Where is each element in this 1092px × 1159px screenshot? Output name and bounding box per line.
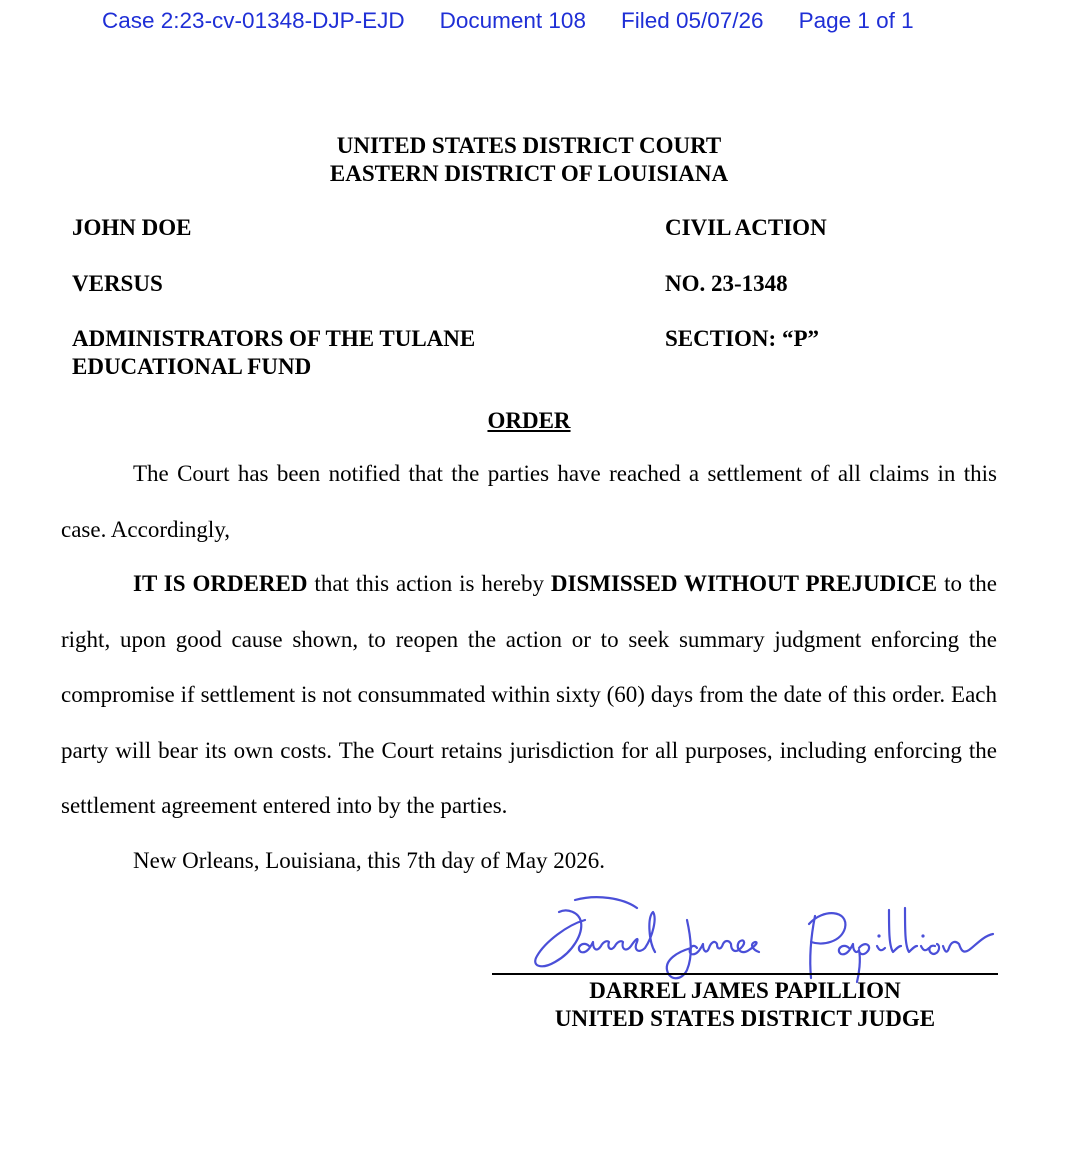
civil-action-label: CIVIL ACTION bbox=[665, 215, 827, 240]
defendant-name bbox=[72, 325, 475, 381]
judge-title: UNITED STATES DISTRICT JUDGE bbox=[554, 1006, 936, 1031]
filing-header-stamp bbox=[102, 8, 1002, 34]
ordered-phrase: IT IS ORDERED bbox=[133, 571, 308, 596]
dismissal-text-1: that this action is hereby bbox=[307, 571, 551, 596]
defendant-name-line1: ADMINISTRATORS OF THE TULANE bbox=[72, 326, 476, 351]
page-count-stamp: Page 1 of 1 bbox=[798, 8, 914, 33]
case-section: SECTION: “P” bbox=[665, 326, 819, 351]
versus-label: VERSUS bbox=[72, 271, 163, 296]
order-paragraph-dismissal bbox=[61, 556, 997, 834]
dismissal-text-2: to the right, upon good cause shown, to reopen the action or to seek summary judgment enforcing the compromise if settlement is not consummated within sixty (60) days from the date of this order. Each party will bear its own costs. The Court retains jurisdiction for all purposes, including enforcing the settlement agreement entered into by the parties. bbox=[61, 571, 997, 818]
document-number-stamp: Document 108 bbox=[439, 8, 586, 33]
judge-signature bbox=[527, 890, 1007, 985]
judge-signature-block bbox=[492, 977, 998, 1033]
defendant-name-line2: EDUCATIONAL FUND bbox=[72, 354, 312, 379]
order-paragraph-settlement: The Court has been notified that the parties have reached a settlement of all claims in this case. Accordingly, bbox=[61, 461, 997, 542]
dismissal-phrase: DISMISSED WITHOUT PREJUDICE bbox=[550, 571, 938, 596]
filed-date-stamp: Filed 05/07/26 bbox=[620, 8, 764, 33]
court-name: UNITED STATES DISTRICT COURT bbox=[336, 133, 722, 158]
judge-name: DARREL JAMES PAPILLION bbox=[589, 978, 901, 1003]
court-title bbox=[0, 132, 1058, 188]
plaintiff-name: JOHN DOE bbox=[72, 215, 192, 240]
order-heading: ORDER bbox=[487, 408, 571, 433]
court-district: EASTERN DISTRICT OF LOUISIANA bbox=[329, 161, 729, 186]
signature-line bbox=[492, 973, 998, 975]
case-docket-number: NO. 23-1348 bbox=[665, 271, 788, 296]
case-number-stamp: Case 2:23-cv-01348-DJP-EJD bbox=[102, 8, 405, 33]
order-paragraph-date: New Orleans, Louisiana, this 7th day of May 2026. bbox=[133, 848, 606, 873]
